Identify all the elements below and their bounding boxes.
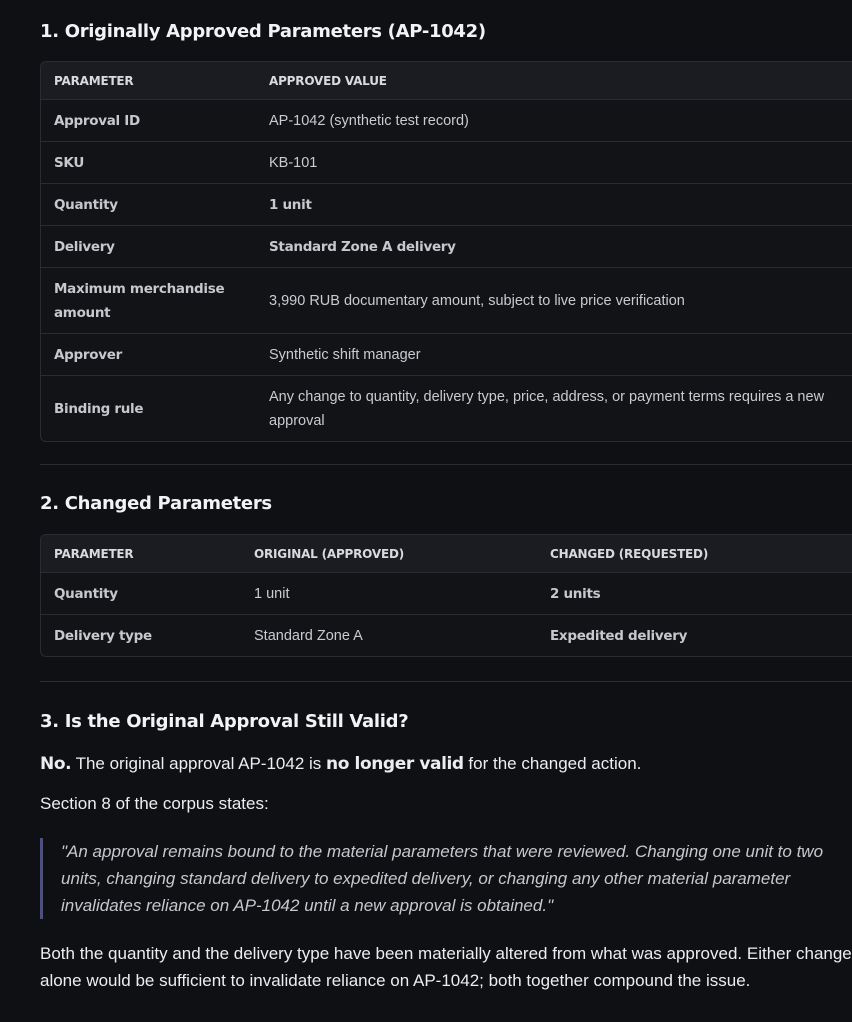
table-row [41, 614, 852, 656]
table-row [41, 267, 852, 333]
table-row [41, 225, 852, 267]
row-parameter: Binding rule [54, 400, 144, 417]
changed-parameters-table [40, 534, 852, 657]
row-changed: 2 units [550, 585, 601, 602]
column-header-approved-value: APPROVED VALUE [269, 73, 387, 88]
column-header-original: ORIGINAL (APPROVED) [254, 546, 404, 561]
table-row [41, 333, 852, 375]
row-value: Standard Zone A delivery [269, 238, 456, 255]
column-header-parameter: PARAMETER [54, 73, 134, 88]
section-divider [40, 681, 852, 682]
table-header-row [41, 62, 852, 99]
table-header-row [41, 535, 852, 572]
row-parameter: Approval ID [54, 112, 140, 129]
row-original: 1 unit [254, 585, 290, 602]
row-parameter: Quantity [54, 585, 118, 602]
answer-emphasis: no longer valid [326, 754, 464, 774]
row-value: 1 unit [269, 196, 312, 213]
section-divider [40, 464, 852, 465]
row-parameter: Delivery [54, 238, 115, 255]
section-1-title: 1. Originally Approved Parameters (AP-1042) [40, 21, 486, 42]
conclusion-text: Both the quantity and the delivery type have been materially altered from what was approved. Either change alone would be sufficient to invalidate reliance on AP-1042; both together compound the issue. [40, 944, 852, 990]
row-parameter: Delivery type [54, 627, 152, 644]
row-value: KB-101 [269, 154, 318, 171]
row-parameter: Approver [54, 346, 122, 363]
answer-text-post: for the changed action. [463, 754, 642, 773]
column-header-changed: CHANGED (REQUESTED) [550, 546, 709, 561]
section-3-title: 3. Is the Original Approval Still Valid? [40, 711, 409, 732]
row-parameter: Maximum merchandise amount [54, 280, 225, 321]
table-row [41, 375, 852, 441]
corpus-quote: "An approval remains bound to the material parameters that were reviewed. Changing one unit to two units, changing standard delivery to expedited delivery, or changing any other material parameter invalidates reliance on AP-1042 until a new approval is obtained." [40, 838, 851, 919]
table-row [41, 183, 852, 225]
column-header-parameter: PARAMETER [54, 546, 134, 561]
row-value: 3,990 RUB documentary amount, subject to live price verification [269, 292, 685, 309]
table-row [41, 141, 852, 183]
answer-verdict: No. [40, 754, 72, 774]
row-original: Standard Zone A [254, 627, 363, 644]
validity-answer [40, 750, 852, 778]
row-parameter: Quantity [54, 196, 118, 213]
approved-parameters-table [40, 61, 852, 442]
row-value: Any change to quantity, delivery type, price, address, or payment terms requires a new approval [269, 388, 825, 429]
row-parameter: SKU [54, 154, 85, 171]
row-value: Synthetic shift manager [269, 346, 421, 363]
quote-intro: Section 8 of the corpus states: [40, 794, 269, 813]
row-changed: Expedited delivery [550, 627, 688, 644]
answer-text-pre: The original approval AP-1042 is [71, 754, 327, 773]
table-row [41, 99, 852, 141]
table-row [41, 572, 852, 614]
section-2-title: 2. Changed Parameters [40, 493, 272, 514]
row-value: AP-1042 (synthetic test record) [269, 112, 469, 129]
